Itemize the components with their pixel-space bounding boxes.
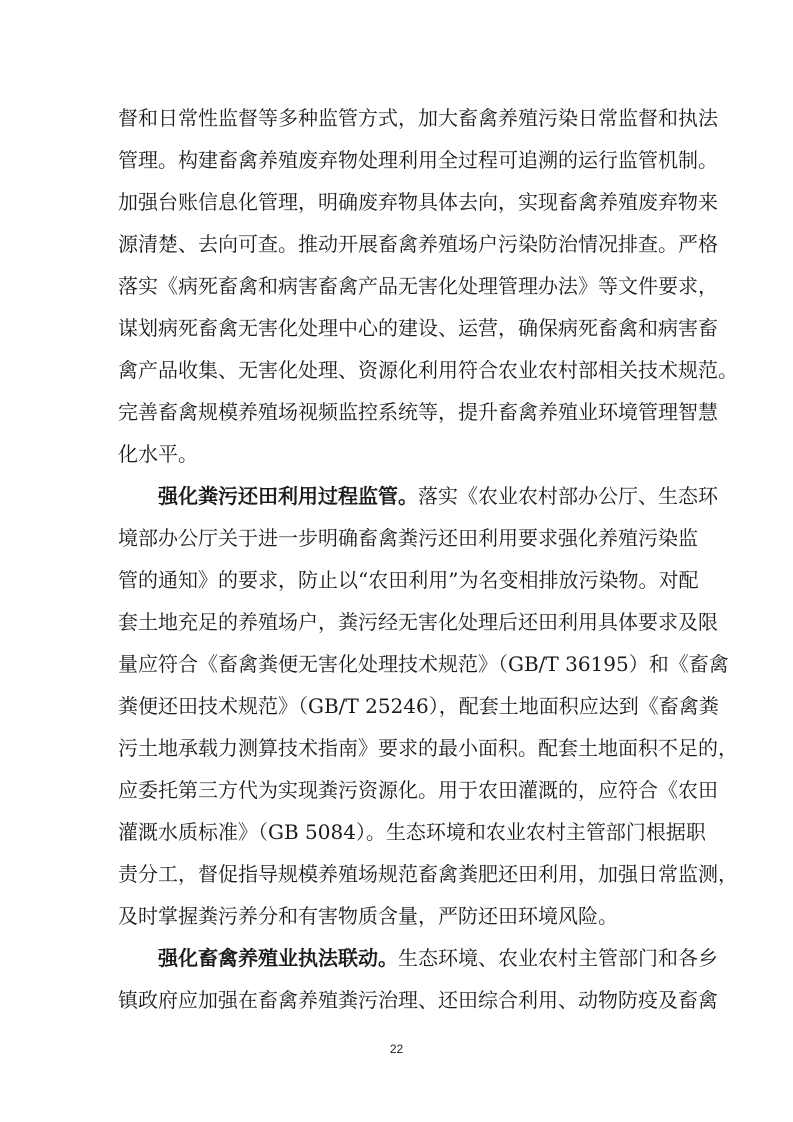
page-number: 22 xyxy=(389,1042,404,1056)
body-text-line: 禽产品收集、无害化处理、资源化利用符合农业农村部相关技术规范。 xyxy=(118,358,738,382)
body-text-line: 应委托第三方代为实现粪污资源化。用于农田灌溉的，应符合《农田 xyxy=(118,778,718,802)
body-text-line: 镇政府应加强在畜禽养殖粪污治理、还田综合利用、动物防疫及畜禽 xyxy=(118,988,718,1012)
paragraph-heading: 强化畜禽养殖业执法联动。 xyxy=(158,946,398,970)
paragraph-first-line xyxy=(158,481,718,511)
body-text-line: 管的通知》的要求，防止以“农田利用”为名变相排放污染物。对配 xyxy=(118,568,699,592)
body-text-line: 督和日常性监督等多种监管方式，加大畜禽养殖污染日常监督和执法 xyxy=(118,106,718,130)
body-text: 生态环境、农业农村主管部门和各乡 xyxy=(398,946,718,970)
body-text-line: 套土地充足的养殖场户，粪污经无害化处理后还田利用具体要求及限 xyxy=(118,610,718,634)
body-text-line: 境部办公厅关于进一步明确畜禽粪污还田利用要求强化养殖污染监 xyxy=(118,526,698,550)
body-text-line: 化水平。 xyxy=(118,442,198,466)
body-text-line: 责分工，督促指导规模养殖场规范畜禽粪肥还田利用，加强日常监测， xyxy=(118,862,738,886)
body-text-line: 灌溉水质标准》（GB 5084）。生态环境和农业农村主管部门根据职 xyxy=(118,820,706,844)
paragraph-heading: 强化粪污还田利用过程监管。 xyxy=(158,484,418,508)
body-text-line: 量应符合《畜禽粪便无害化处理技术规范》（GB/T 36195）和《畜禽 xyxy=(118,652,729,676)
body-text-line: 源清楚、去向可查。推动开展畜禽养殖场户污染防治情况排查。严格 xyxy=(118,232,718,256)
body-text-line: 粪便还田技术规范》（GB/T 25246），配套土地面积应达到《畜禽粪 xyxy=(118,694,719,718)
body-text-line: 谋划病死畜禽无害化处理中心的建设、运营，确保病死畜禽和病害畜 xyxy=(118,316,718,340)
body-text: 落实《农业农村部办公厅、生态环 xyxy=(418,484,718,508)
body-text-line: 加强台账信息化管理，明确废弃物具体去向，实现畜禽养殖废弃物来 xyxy=(118,190,718,214)
body-text-line: 污土地承载力测算技术指南》要求的最小面积。配套土地面积不足的， xyxy=(118,736,738,760)
body-text-line: 及时掌握粪污养分和有害物质含量，严防还田环境风险。 xyxy=(118,904,618,928)
body-text-line: 完善畜禽规模养殖场视频监控系统等，提升畜禽养殖业环境管理智慧 xyxy=(118,400,718,424)
paragraph-first-line xyxy=(158,943,718,973)
body-text-line: 落实《病死畜禽和病害畜禽产品无害化处理管理办法》等文件要求， xyxy=(118,274,718,298)
body-text-line: 管理。构建畜禽养殖废弃物处理利用全过程可追溯的运行监管机制。 xyxy=(118,148,718,172)
